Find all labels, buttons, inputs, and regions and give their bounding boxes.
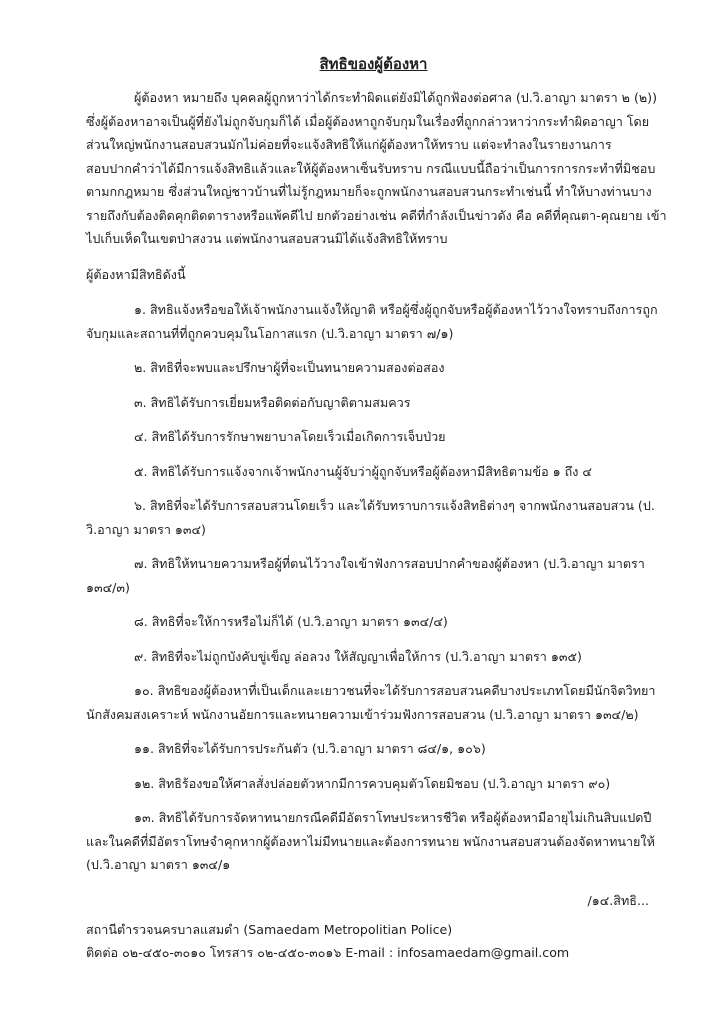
right-item xyxy=(86,298,661,345)
right-item-line: ๖. สิทธิที่จะได้รับการสอบสวนโดยเร็ว และได้รับทราบการแจ้งสิทธิต่างๆ จากพนักงานสอบสวน (ป. xyxy=(134,498,655,513)
right-item-line: วิ.อาญา มาตรา ๑๓๔) xyxy=(86,521,206,537)
right-item xyxy=(86,737,661,761)
continuation-marker: /๑๔.สิทธิ... xyxy=(587,892,649,908)
section-label: ผู้ต้องหามีสิทธิดังนี้ xyxy=(86,266,186,282)
document-title: สิทธิของผู้ต้องหา xyxy=(319,55,428,73)
right-item-line: ๙. สิทธิที่จะไม่ถูกบังคับขู่เข็ญ ล่อลวง ให้สัญญาเพื่อให้การ (ป.วิ.อาญา มาตรา ๑๓๕) xyxy=(134,648,582,664)
right-item-line: ๔. สิทธิได้รับการรักษาพยาบาลโดยเร็วเมื่อเกิดการเจ็บป่วย xyxy=(134,429,446,444)
right-item-line: ๑๓. สิทธิได้รับการจัดหาทนายกรณีคดีมีอัตราโทษประหารชีวิต หรือผู้ต้องหามีอายุไม่เกินสิบแปดปี xyxy=(134,810,652,825)
right-item xyxy=(86,645,661,669)
right-item-line: ๑๑. สิทธิที่จะได้รับการประกันตัว (ป.วิ.อาญา มาตรา ๘๔/๑, ๑๐๖) xyxy=(134,741,486,756)
right-item xyxy=(86,391,661,415)
right-item-line: และในคดีที่มีอัตราโทษจำคุกหากผู้ต้องหาไม่มีทนายและต้องการทนาย พนักงานสอบสวนต้องจัดหาทนายให้ xyxy=(86,833,655,849)
intro-line: ไปเก็บเห็ดในเขตป่าสงวน แต่พนักงานสอบสวนมิได้แจ้งสิทธิให้ทราบ xyxy=(86,231,448,246)
right-item xyxy=(86,460,661,484)
right-item xyxy=(86,356,661,380)
right-item xyxy=(86,610,661,634)
right-item-line: จับกุมและสถานที่ที่ถูกควบคุมในโอกาสแรก (ป.วิ.อาญา มาตรา ๗/๑) xyxy=(86,325,454,341)
intro-line: ส่วนใหญ่พนักงานสอบสวนมักไม่ค่อยที่จะแจ้งสิทธิให้แก่ผู้ต้องหาให้ทราบ แต่จะทำลงในรายงานการ xyxy=(86,137,612,152)
right-item-line: ๗. สิทธิให้ทนายความหรือผู้ที่ตนไว้วางใจเข้าฟังการสอบปากคำของผู้ต้องหา (ป.วิ.อาญา มาตรา xyxy=(134,556,645,571)
right-item xyxy=(86,552,661,599)
right-item xyxy=(86,425,661,449)
right-item-line: ๑๓๔/๓) xyxy=(86,579,130,595)
intro-line: สอบปากคำว่าได้มีการแจ้งสิทธิแล้วและให้ผู้ต้องหาเซ็นรับทราบ กรณีแบบนี้ถือว่าเป็นการการกระทำที่มิชอบ xyxy=(86,160,656,176)
right-item xyxy=(86,772,661,796)
intro-line: ซึ่งผู้ต้องหาอาจเป็นผู้ที่ยังไม่ถูกจับกุมก็ได้ เมื่อผู้ต้องหาถูกจับกุมในเรื่องที่ถูกกล่าวหาว่ากระทำผิดอาญา โดย xyxy=(86,113,650,129)
right-item-line: ๑๒. สิทธิร้องขอให้ศาลสั่งปล่อยตัวหากมีการควบคุมตัวโดยมิชอบ (ป.วิ.อาญา มาตรา ๙๐) xyxy=(134,775,611,791)
footer xyxy=(86,918,569,964)
right-item-line: ๕. สิทธิได้รับการแจ้งจากเจ้าพนักงานผู้จับว่าผู้ถูกจับหรือผู้ต้องหามีสิทธิตามข้อ ๑ ถึง ๔ xyxy=(134,463,592,479)
rights-list xyxy=(86,298,661,877)
right-item-line: ๑๐. สิทธิของผู้ต้องหาที่เป็นเด็กและเยาวชนที่จะได้รับการสอบสวนคดีบางประเภทโดยมีนักจิตวิทยา xyxy=(134,683,656,698)
right-item-line: ๑. สิทธิแจ้งหรือขอให้เจ้าพนักงานแจ้งให้ญาติ หรือผู้ซึ่งผู้ถูกจับหรือผู้ต้องหาไว้วางใจทราบถึงการถูก xyxy=(134,302,658,317)
right-item xyxy=(86,494,661,541)
right-item-line: ๘. สิทธิที่จะให้การหรือไม่ก็ได้ (ป.วิ.อาญา มาตรา ๑๓๔/๔) xyxy=(134,614,448,629)
footer-station: สถานีตำรวจนครบาลแสมดำ (Samaedam Metropolitian Police) xyxy=(86,922,453,937)
right-item-line: ๒. สิทธิที่จะพบและปรึกษาผู้ที่จะเป็นทนายความสองต่อสอง xyxy=(134,360,445,375)
intro-line: ผู้ต้องหา หมายถึง บุคคลผู้ถูกหาว่าได้กระทำผิดแต่ยังมิได้ถูกฟ้องต่อศาล (ป.วิ.อาญา มาตรา ๒ (๒)) xyxy=(134,90,657,105)
right-item-line: นักสังคมสงเคราะห์ พนักงานอัยการและทนายความเข้าร่วมฟังการสอบสวน (ป.วิ.อาญา มาตรา ๑๓๔/๒) xyxy=(86,706,639,722)
right-item-line: ๓. สิทธิได้รับการเยี่ยมหรือติดต่อกับญาติตามสมควร xyxy=(134,394,411,410)
footer-contact: ติดต่อ ๐๒-๔๕๐-๓๐๑๐ โทรสาร ๐๒-๔๕๐-๓๐๑๖ E-mail : infosamaedam@gmail.com xyxy=(86,945,570,960)
intro-line: รายถึงกับต้องติดคุกติดตารางหรือแพ้คดีไป ยกตัวอย่างเช่น คดีที่กำลังเป็นข่าวดัง คือ คดีที่คุณตา-คุณยาย เข้า xyxy=(86,207,667,223)
right-item xyxy=(86,679,661,726)
right-item-line: (ป.วิ.อาญา มาตรา ๑๓๔/๑ xyxy=(86,857,231,872)
right-item xyxy=(86,806,661,877)
intro-paragraph xyxy=(86,86,667,251)
intro-line: ตามกกฎหมาย ซึ่งส่วนใหญ่ชาวบ้านที่ไม่รู้กฎหมายก็จะถูกพนักงานสอบสวนกระทำเช่นนี้ ทำให้บางท่านบาง xyxy=(86,184,652,199)
